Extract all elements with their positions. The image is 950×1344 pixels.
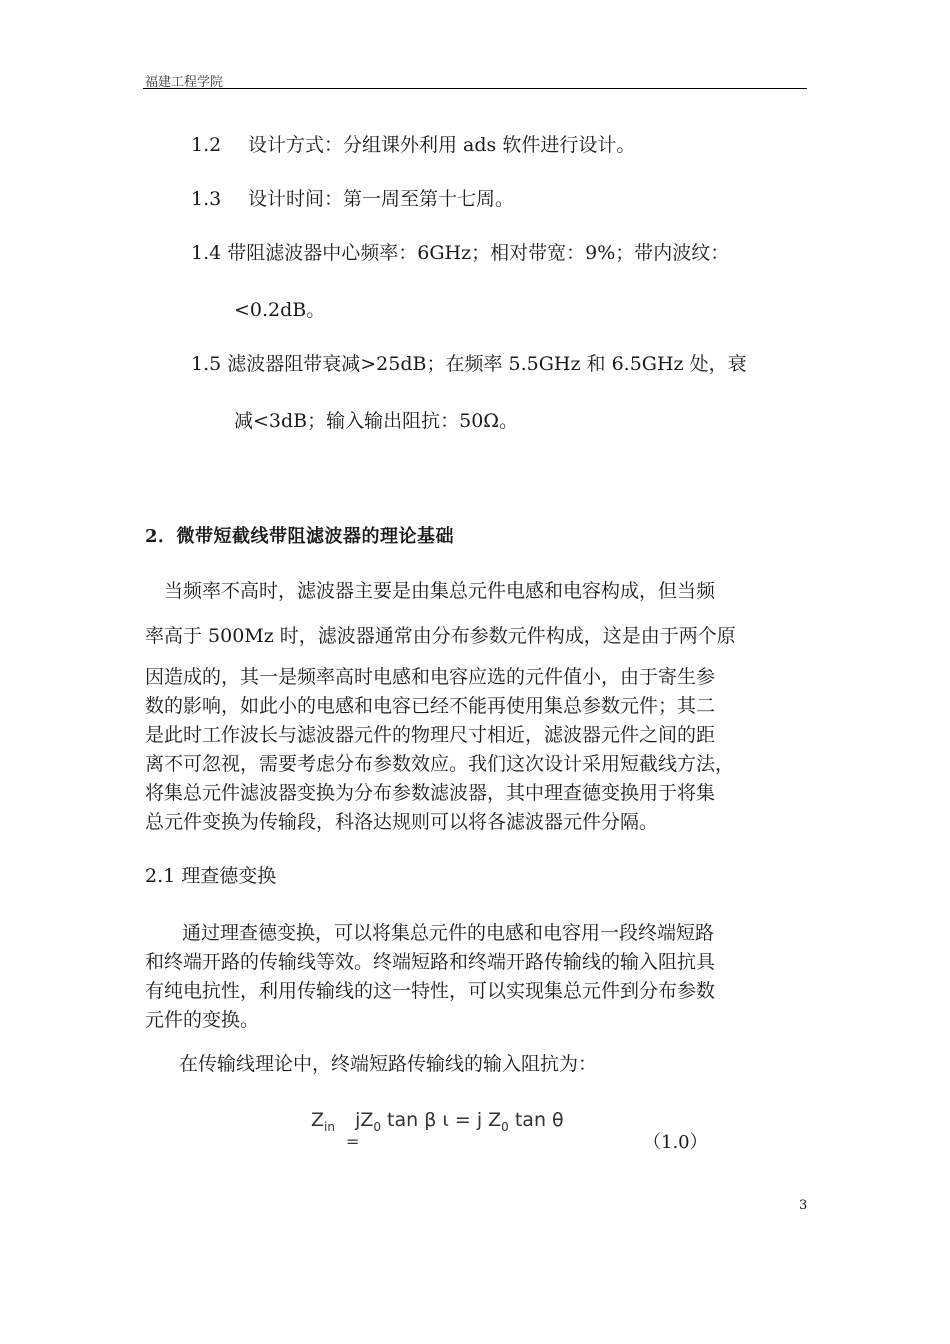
paragraph-line: 有纯电抗性，利用传输线的这一特性，可以实现集总元件到分布参数 xyxy=(145,980,716,1002)
paragraph-line: 元件的变换。 xyxy=(145,1009,260,1031)
paragraph-richards xyxy=(145,919,815,1035)
item-1-4-continuation: <0.2dB。 xyxy=(234,299,326,321)
item-1-2 xyxy=(191,131,635,159)
item-number: 1.4 xyxy=(191,242,222,264)
paragraph-line: 将集总元件滤波器变换为分布参数滤波器，其中理查德变换用于将集 xyxy=(145,782,716,804)
item-1-3 xyxy=(191,185,514,213)
equation-rhs-b: tan β ι = j Z xyxy=(381,1109,502,1131)
item-number: 1.2 xyxy=(191,134,222,156)
section-heading: 2．微带短截线带阻滤波器的理论基础 xyxy=(145,526,455,547)
item-1-5-continuation: 减<3dB；输入输出阻抗：50Ω。 xyxy=(234,410,519,432)
equation-lhs-subscript: in xyxy=(324,1119,335,1134)
equation-rhs-c: tan θ xyxy=(508,1109,564,1131)
item-number: 1.3 xyxy=(191,188,222,210)
item-1-5 xyxy=(191,350,747,378)
equation-rhs-a: jZ xyxy=(355,1109,374,1131)
item-text: 带阻滤波器中心频率：6GHz；相对带宽：9%；带内波纹： xyxy=(227,242,730,264)
paragraph-line: 数的影响，如此小的电感和电容已经不能再使用集总参数元件；其二 xyxy=(145,695,716,717)
item-text: 设计方式：分组课外利用 ads 软件进行设计。 xyxy=(248,134,636,156)
header-rule xyxy=(143,88,807,89)
paragraph-line: 率高于 500Mz 时，滤波器通常由分布参数元件构成，这是由于两个原 xyxy=(145,625,736,647)
paragraph-line: 通过理查德变换，可以将集总元件的电感和电容用一段终端短路 xyxy=(182,922,715,944)
equation-subscript: 0 xyxy=(373,1119,382,1134)
equation-number: （1.0） xyxy=(643,1132,708,1153)
equation-lhs: Z xyxy=(311,1109,325,1131)
subsection-heading: 2.1 理查德变换 xyxy=(145,865,277,887)
paragraph-line: 和终端开路的传输线等效。终端短路和终端开路传输线的输入阻抗具 xyxy=(145,951,716,973)
paragraph-line: 总元件变换为传输段，科洛达规则可以将各滤波器元件分隔。 xyxy=(145,811,659,833)
paragraph-line: 当频率不高时，滤波器主要是由集总元件电感和电容构成，但当频 xyxy=(164,580,716,602)
item-1-4 xyxy=(191,239,729,267)
equation-equals-sign: = xyxy=(346,1132,360,1151)
page-number: 3 xyxy=(799,1198,808,1213)
paragraph-line: 因造成的，其一是频率高时电感和电容应选的元件值小，由于寄生参 xyxy=(145,666,716,688)
paragraph-line: 是此时工作波长与滤波器元件的物理尺寸相近，滤波器元件之间的距 xyxy=(145,724,716,746)
item-text: 设计时间：第一周至第十七周。 xyxy=(248,188,515,210)
item-text: 滤波器阻带衰减>25dB；在频率 5.5GHz 和 6.5GHz 处，衰 xyxy=(227,353,747,375)
equation xyxy=(311,1109,564,1134)
paragraph-line: 离不可忽视，需要考虑分布参数效应。我们这次设计采用短截线方法， xyxy=(145,753,735,775)
paragraph-impedance: 在传输线理论中，终端短路传输线的输入阻抗为： xyxy=(179,1053,598,1075)
page-header-institution: 福建工程学院 xyxy=(145,75,224,90)
item-number: 1.5 xyxy=(191,353,222,375)
equation-subscript: 0 xyxy=(501,1119,509,1134)
paragraph-intro xyxy=(145,577,815,837)
